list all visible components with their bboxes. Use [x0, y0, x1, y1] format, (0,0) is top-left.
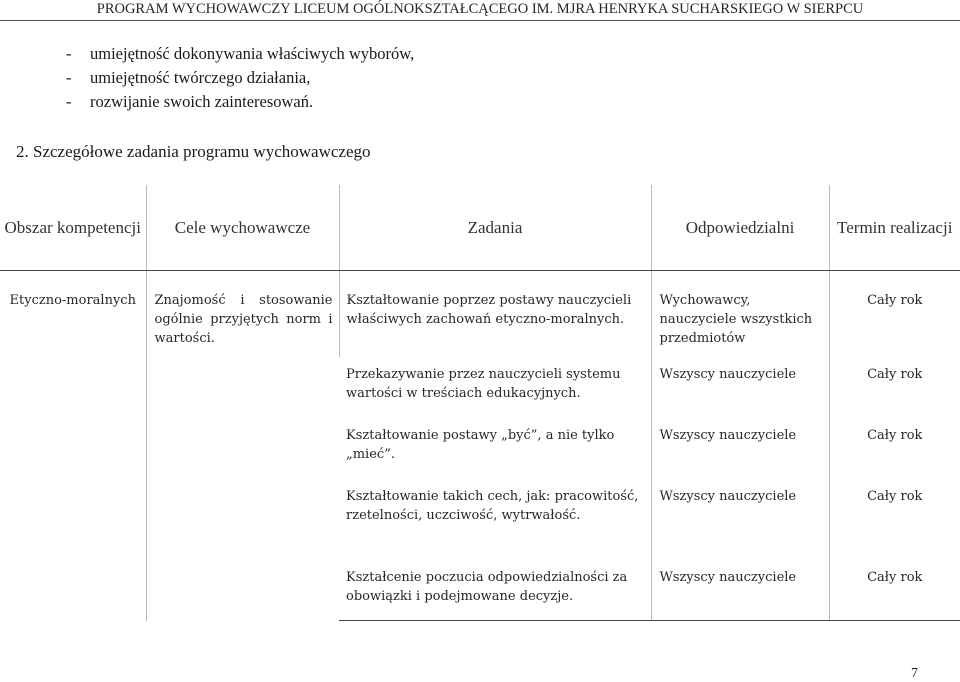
goal-cell: Znajomość i stosowanie ogólnie przyjętych norm i wartości. — [146, 271, 339, 621]
list-dash: - — [66, 92, 72, 111]
table-row — [0, 271, 960, 358]
task-cell: Kształtowanie postawy „być”, a nie tylko „mieć”. — [346, 428, 615, 462]
responsible-cell: Wszyscy nauczyciele — [651, 479, 829, 560]
list-item-text: rozwijanie swoich zainteresowań. — [90, 92, 314, 111]
column-header-responsible: Odpowiedzialni — [651, 185, 829, 271]
responsible-cell: Wszyscy nauczyciele — [651, 357, 829, 418]
responsible-cell: Wszyscy nauczyciele — [651, 418, 829, 479]
area-cell: Etyczno-moralnych — [9, 293, 136, 308]
term-cell: Cały rok — [829, 560, 960, 621]
section-heading: 2. Szczegółowe zadania programu wychowawczego — [16, 142, 371, 161]
term-cell: Cały rok — [829, 357, 960, 418]
task-cell: Kształtowanie takich cech, jak: pracowitość, rzetelności, uczciwość, wytrwałość. — [346, 489, 639, 523]
column-header-tasks: Zadania — [339, 185, 651, 271]
task-cell: Kształtowanie poprzez postawy nauczycieli właściwych zachowań etyczno-moralnych. — [339, 271, 651, 358]
term-cell: Cały rok — [829, 418, 960, 479]
term-cell: Cały rok — [829, 271, 960, 358]
header-rule — [0, 20, 960, 21]
page-number: 7 — [911, 666, 918, 681]
task-cell: Przekazywanie przez nauczycieli systemu wartości w treściach edukacyjnych. — [346, 367, 621, 401]
task-cell: Kształcenie poczucia odpowiedzialności za obowiązki i podejmowane decyzje. — [339, 560, 651, 621]
tasks-table — [0, 185, 960, 621]
table-header-row — [0, 185, 960, 271]
skills-list — [66, 42, 414, 114]
list-item — [66, 90, 414, 114]
responsible-cell: Wszyscy nauczyciele — [651, 560, 829, 621]
column-header-goals: Cele wychowawcze — [146, 185, 339, 271]
list-item-text: umiejętność twórczego działania, — [90, 68, 311, 87]
list-dash: - — [66, 44, 72, 63]
list-item — [66, 42, 414, 66]
term-cell: Cały rok — [829, 479, 960, 560]
column-header-area: Obszar kompetencji — [0, 185, 146, 271]
responsible-cell: Wychowawcy, nauczyciele wszystkich przedmiotów — [651, 271, 829, 358]
column-header-term: Termin realizacji — [829, 185, 960, 271]
list-dash: - — [66, 68, 72, 87]
running-header: PROGRAM WYCHOWAWCZY LICEUM OGÓLNOKSZTAŁCĄCEGO IM. MJRA HENRYKA SUCHARSKIEGO W SIERPCU — [96, 1, 864, 17]
list-item — [66, 66, 414, 90]
list-item-text: umiejętność dokonywania właściwych wyborów, — [90, 44, 415, 63]
